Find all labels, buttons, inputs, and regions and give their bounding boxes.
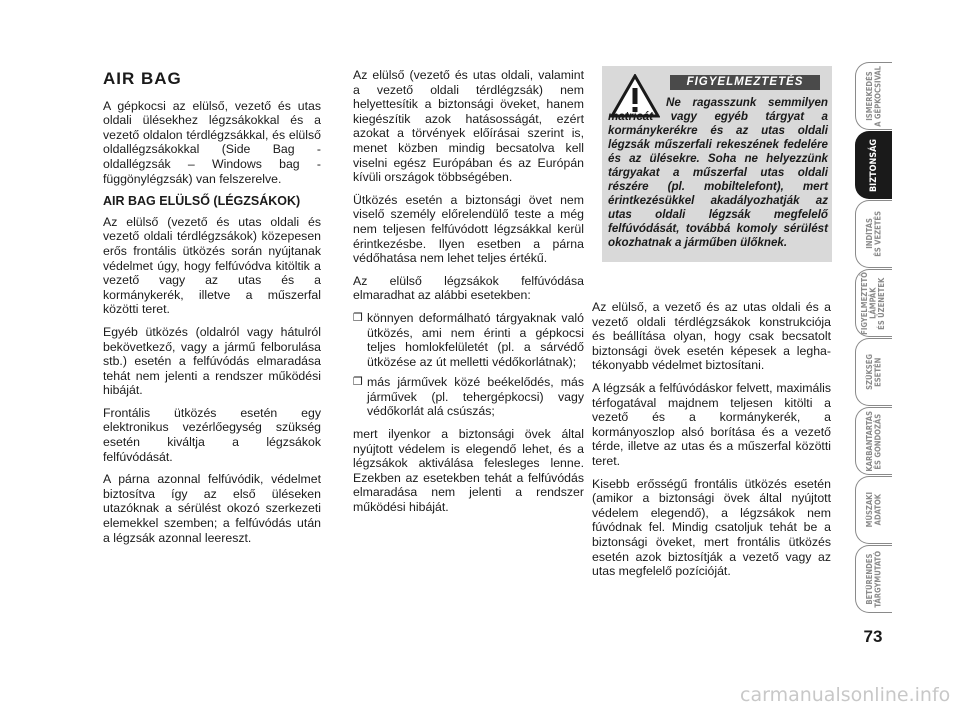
tab-label: SZÜKSÉG ESETÉN	[864, 354, 882, 390]
tab-targymutato[interactable]	[855, 545, 892, 613]
watermark: carmanualsonline.info	[740, 684, 951, 706]
tab-inditas[interactable]	[855, 200, 892, 268]
column-middle	[353, 68, 584, 523]
subsection-heading: AIR BAG ELÜLSŐ (LÉGZSÁKOK)	[103, 194, 301, 209]
warning-text: Ne ragasszunk semmilyen matricát vagy egyéb tárgyat a kormánykerékre és az utas oldali légzsák műszerfali rekeszének fedelére és az ülésekre. Soha ne helyezzünk tárgyakat a műszerfal utas oldali részére (pl. mobiltelefont), mert érintkezésükkel akadályozhatják az utas oldali légzsák megfelelő felfúvódását, továbbá komoly sérülést okozhatnak a járműben ülőknek.	[608, 96, 828, 249]
paragraph: A párna azonnal felfúvódik, védelmet biztosítva így az első üléseken utazóknak a sérülést okozó szerkezeti elemekkel szemben; a felfúvódás után a légzsák azonnal leereszt.	[103, 472, 321, 545]
tab-label: MŰSZAKI ADATOK	[864, 492, 882, 528]
paragraph: Az elülső (vezető és utas oldali és vezető oldali térdlégzsákok) közepesen erős frontális ütközés során nyújtanak védelmet úgy, hogy felfúvódva kitöltik a vezető vagy az utas és a kormánykerék, illetve a műszerfal közötti teret.	[103, 214, 321, 317]
tab-karbantartas[interactable]	[855, 407, 892, 475]
page-number: 73	[863, 627, 883, 646]
paragraph: A gépkocsi az elülső, vezető és utas oldali ülésekhez légzsákokkal és a vezető oldalon térdlégzsákkal, és elülső oldallégzsákokkal (Side Bag - oldallégzsák – Windows bag - függönylégzsák) van felszerelve.	[103, 98, 321, 186]
list-item-text: más járművek közé beékelődés, más járművek (pl. tehergépkocsi) vagy védőkorlát alá csúszás;	[367, 375, 584, 419]
tab-szukseg[interactable]	[855, 338, 892, 406]
tab-label: ISMERKEDÉS A GÉPKOCSIVAL	[864, 65, 882, 127]
column-right	[592, 300, 831, 587]
paragraph: mert ilyenkor a biztonsági övek által nyújtott védelem is elegendő lehet, és a légzsákok aktiválása felesleges lenne. Ezekben az esetekben tehát a felfúvódás elmaradása nem jelenti a rendszer működési hibáját.	[353, 427, 584, 515]
tab-label: INDÍTÁS ÉS VEZETÉS	[864, 211, 882, 257]
checkbox-bullet-icon: ❒	[353, 311, 363, 324]
bullet-list	[353, 311, 584, 419]
warning-box	[602, 66, 832, 262]
paragraph: Ütközés esetén a biztonsági övet nem viselő személy előrelendülő teste a még nem teljesen felfúvódott légzsákkal kerül érintkezésbe. Ilyen esetben a párna védőhatása nem lehet teljes értékű.	[353, 192, 584, 266]
tab-biztonsag[interactable]	[855, 131, 892, 199]
paragraph: Kisebb erősségű frontális ütközés esetén (amikor a biztonsági övek által nyújtott védelem elegendő), a légzsákok nem fúvódnak fel. Mindig csatoljuk tehát be a biztonsági öveket, mert frontális ütközés esetén azok biztosítják a vezető vagy az utas megfelelő pozícióját.	[592, 476, 831, 579]
tab-label: FIGYELMEZTETŐ LÁMPÁK ÉS ÜZENETEK	[860, 271, 887, 335]
tab-figyelmezteto[interactable]	[855, 269, 892, 337]
section-title: AIR BAG	[103, 69, 182, 88]
list-item	[353, 375, 584, 419]
checkbox-bullet-icon: ❒	[353, 376, 363, 389]
paragraph: Egyéb ütközés (oldalról vagy hátulról bekövetkező, vagy a jármű felborulása stb.) esetén a felfúvódás elmaradása tehát nem jelenti a rendszer működési hibáját.	[103, 324, 321, 398]
paragraph: A légzsák a felfúvódáskor felvett, maximális térfogatával majdnem teljesen kitölti a vezető és a kormánykerék, a kormányoszlop alsó borítása és a vezető térde, illetve az utas és a műszerfal közötti teret.	[592, 380, 831, 468]
paragraph: Az elülső (vezető és utas oldali, valamint a vezető oldali térdlégzsák) nem helyettesítik a biztonsági öveket, hanem kiegészítik azok hatásosságát, ezért azokat a törvények előírásai szerint is, menet közben mindig becsatolva kell viselni egész Európában és az Európán kívüli országok többségében.	[353, 68, 584, 185]
column-left	[103, 68, 321, 553]
list-item	[353, 311, 584, 369]
list-item-text: könnyen deformálható tárgyaknak való ütközés, ami nem érinti a gépkocsi teljes homlokfelületét (pl. a sárvédő ütközése az út melletti védőkorlátnak);	[367, 310, 584, 369]
tab-ismerkedes[interactable]	[855, 62, 892, 130]
tab-muszaki[interactable]	[855, 476, 892, 544]
paragraph: Az elülső, a vezető és az utas oldali és a vezető oldali térdlégzsákok konstrukciója és beállítása olyan, hogy csak becsatolt biztonsági övek esetén képesek a legha-tékonyabb védelmet biztosítani.	[592, 300, 831, 373]
paragraph: Frontális ütközés esetén egy elektronikus vezérlőegység szükség esetén kiváltja a légzsákok felfúvódását.	[103, 405, 321, 464]
tab-label: BETŰRENDES TÁRGYMUTATÓ	[864, 550, 882, 608]
warning-header: FIGYELMEZTETÉS	[670, 75, 820, 90]
tab-label: BIZTONSÁG	[868, 138, 879, 192]
tab-label: KARBANTARTÁS ÉS GONDOZÁS	[864, 410, 882, 472]
paragraph: Az elülső légzsákok felfúvódása elmaradhat az alábbi esetekben:	[353, 273, 584, 303]
